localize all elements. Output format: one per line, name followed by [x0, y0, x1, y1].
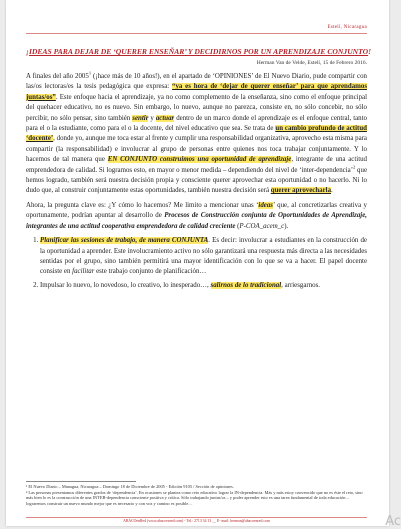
article-body: [26, 72, 367, 294]
location-header: Estelí, Nicaragua: [327, 25, 367, 30]
corner-watermark: Ac: [385, 514, 401, 529]
list-item: 1. Planificar las sesiones de trabajo, de manera CONJUNTA. Es decir: involucrar a estudiantes en la construcción de la oportunidad a aprender. Este involucramiento activo no sólo garantizará una respuesta más directa a las necesidades sentidas por el grupo, sino también permitirá una mayor identificación con lo que se va a hacer. El papel docente consiste en facilitar este trabajo conjunto de planificación…: [40, 236, 367, 278]
header-rule: [26, 33, 367, 34]
ideas-list: [26, 236, 367, 291]
footnote-2: ² Las personas presentamos diferentes grados de ‘dependencia’. En ocasiones se plantea como reto educativo lograr la IN-dependencia. Más y más estoy convencido que no es éste el reto, sino más bien lo es la construcción de una INTER-dependencia consciente positiva y crítica. Sólo trabajando juntas/os – y poder aprender esto es una tarea fundamental de toda educación – lograremos construir un nuevo mundo mejor que es necesario y con voz y camino es posible…: [26, 490, 367, 507]
page-footer: ABACOenRed (www.abacoenred.com) - Tel.: 2713 34 13 __ E- mail: herman@abacoenred.com: [26, 517, 367, 523]
list-item: 2. Impulsar lo nuevo, lo novedoso, lo creativo, lo inesperado…, salirnos de lo tradicional, arriesgarnos.: [40, 281, 367, 291]
paragraph-1: A finales del año 2005$^1$ (¡hace más de 10 años!), en el apartado de ‘OPINIONES’ de El Nuevo Diario, pude compartir con las/os lectoras/es la tesis pedagógica que expresa: “ya es hora de ‘dejar de querer enseñar’ para que aprendamos juntas/os”. Este enfoque hacia el aprendizaje, ya no como complemento de la enseñanza, sino como el enfoque principal del quehacer educativo, no es nuevo. Sin embargo, lo nuevo, aunque no parezca, consiste en, no sólo concebir, no sólo percibir, no sólo pensar, sino también sentir y actuar dentro de un marco donde el aprendizaje es el enfoque central, tanto para el o la estudiante, como para el o la docente, del nivel educativo que sea. Se trata de un cambio profundo de actitud ‘docente’, donde yo, aunque me toca estar al frente y cumplir una responsabilidad organizativa, aprovecho esta misma para compartir (la responsabilidad) e involucrar al grupo de personas entre quienes nos toca trabajar conjuntamente. Y lo hacemos de tal manera que EN CONJUNTO construimos una oportunidad de aprendizaje, integrante de una actitud emprendedora de calidad. Si logramos esto, en mayor o menor medida – dependiendo del nivel de ‘inter-dependencia’$^2$ que hemos logrado, también será nuestra decisión propia y consciente querer aprovechar esta oportunidad o no hacerlo. Ni lo dudo que, al construir conjuntamente estas oportunidades, también nuestra decisión será querer aprovecharla.: [26, 72, 367, 197]
author-line: Herman Van de Velde, Estelí, 15 de Febrero 2016.: [257, 60, 367, 66]
article-title: ¡IDEAS PARA DEJAR DE ‘QUERER ENSEÑAR’ Y DECIDIRNOS POR UN APRENDIZAJE CONJUNTO!: [26, 47, 367, 56]
paragraph-2: Ahora, la pregunta clave es: ¿Y cómo lo hacemos? Me limito a mencionar unas ‘ideas’ que, al concretizarlas creativa y oportunamente, podrían apuntar al desarrollo de Procesos de Construcción conjunta de Oportunidades de Aprendizaje, integrantes de una actitud cooperativa emprendedora de calidad creciente (P-COA_acem_c).: [26, 201, 367, 232]
footnotes: [26, 484, 367, 506]
document-page: [6, 0, 389, 526]
footnote-1: ¹ El Nuevo Diario – Managua, Nicaragua – Domingo 18 de Diciembre de 2005 - Edición 9105 / Sección de opiniones.: [26, 484, 367, 490]
footnote-rule: [26, 481, 136, 482]
